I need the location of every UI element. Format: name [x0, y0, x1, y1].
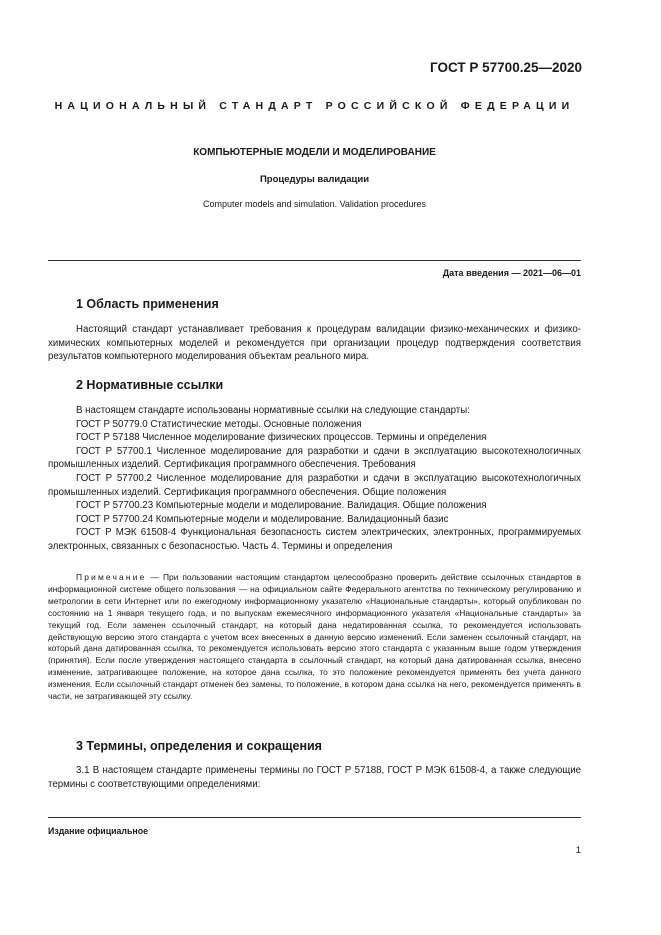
introduction-date: Дата введения — 2021—06—01	[442, 268, 581, 278]
reference-item: ГОСТ Р МЭК 61508-4 Функциональная безопасность систем электрических, электронных, программируемых электронных, связанных с безопасностью. Часть 4. Термины и определения	[48, 527, 581, 552]
normative-references	[48, 404, 581, 554]
section-3-text	[48, 764, 581, 791]
reference-item: ГОСТ Р 57700.24 Компьютерные модели и моделирование. Валидационный базис	[76, 513, 449, 525]
note-text: — При пользовании настоящим стандартом целесообразно проверить действие ссылочных стандартов в информационной системе общего пользования — на официальном сайте Федерального агентства по техническому регулированию и метрологии в сети Интернет или по ежегодному информационному указателю «Национальные стандарты», который опубликован по состоянию на 1 января текущего года, и по выпускам ежемесячного информационного указателя «Национальные стандарты» за текущий год. Если заменен ссылочный стандарт, на который дана недатированная ссылка, то рекомендуется использовать действующую версию этого стандарта с учетом всех внесенных в данную версию изменений. Если заменен ссылочный стандарт, на который дана датированная ссылка, то рекомендуется использовать версию этого стандарта с указанным выше годом утверждения (принятия). Если после утверждения настоящего стандарта в ссылочный стандарт, на который дана датированная ссылка, внесено изменение, затрагивающее положение, на которое дана ссылка, то это положение рекомендуется применять без учета данного изменения. Если ссылочный стандарт отменен без замены, то положение, в котором дана ссылка на него, рекомендуется применять в части, не затрагивающей эту ссылку.	[48, 572, 581, 702]
section-3-paragraph: 3.1 В настоящем стандарте применены термины по ГОСТ Р 57188, ГОСТ Р МЭК 61508-4, а также следующие термины с соответствующими определениями:	[48, 765, 581, 790]
standard-english-title: Computer models and simulation. Validation procedures	[203, 199, 426, 209]
bottom-divider	[48, 817, 581, 818]
section-3-heading: 3 Термины, определения и сокращения	[76, 739, 322, 753]
national-standard-title: НАЦИОНАЛЬНЫЙ СТАНДАРТ РОССИЙСКОЙ ФЕДЕРАЦИИ	[54, 100, 575, 112]
section-1-heading: 1 Область применения	[76, 297, 219, 311]
section-1-text	[48, 323, 581, 364]
official-edition-label: Издание официальное	[48, 826, 148, 836]
top-divider	[48, 260, 581, 261]
standard-subtitle: Процедуры валидации	[259, 174, 370, 185]
references-lead: В настоящем стандарте использованы нормативные ссылки на следующие стандарты:	[76, 405, 470, 416]
section-2-heading: 2 Нормативные ссылки	[76, 378, 224, 392]
reference-item: ГОСТ Р 57700.2 Численное моделирование для разработки и сдачи в эксплуатацию высокотехнологичных промышленных изделий. Сертификация программного обеспечения. Общие положения	[48, 472, 581, 498]
note-label: Примечание	[76, 572, 147, 582]
reference-item: ГОСТ Р 57700.23 Компьютерные модели и моделирование. Валидация. Общие положения	[76, 500, 487, 512]
reference-item: ГОСТ Р 57188 Численное моделирование физических процессов. Термины и определения	[76, 432, 487, 444]
reference-item: ГОСТ Р 57700.1 Численное моделирование для разработки и сдачи в эксплуатацию высокотехнологичных промышленных изделий. Сертификация программного обеспечения. Требования	[48, 445, 581, 471]
note-paragraph	[48, 572, 581, 703]
section-1-paragraph: Настоящий стандарт устанавливает требования к процедурам валидации физико-механических и физико-химических компьютерных моделей и рекомендуется при организации процедур подтверждения соответствия результатов компьютерного моделирования объектам реального мира.	[48, 324, 581, 363]
references-note	[48, 572, 581, 703]
gost-identifier: ГОСТ Р 57700.25—2020	[430, 60, 582, 75]
reference-item: ГОСТ Р 50779.0 Статистические методы. Основные положения	[76, 418, 362, 430]
page-number: 1	[575, 845, 581, 856]
standard-title: КОМПЬЮТЕРНЫЕ МОДЕЛИ И МОДЕЛИРОВАНИЕ	[193, 147, 436, 158]
